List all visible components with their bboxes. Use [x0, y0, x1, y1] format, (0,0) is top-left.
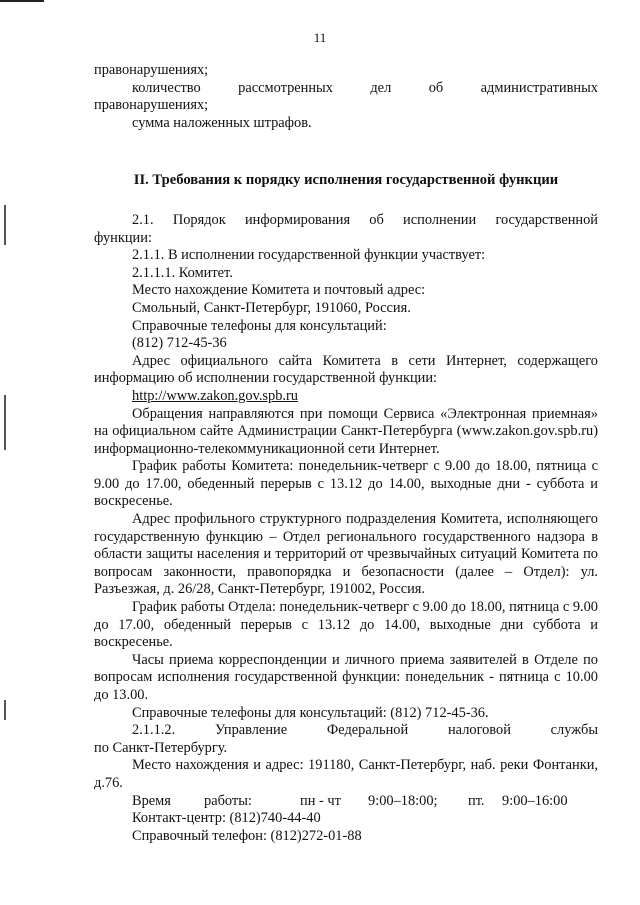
paragraph: Обращения направляются при помощи Сервиса «Электронная приемная» на официальном сайте Администрации Санкт-Петербурга (www.zakon.gov.spb.ru) информационно-телекоммуникационной сети Интернет.: [94, 405, 598, 457]
paragraph: 2.1.1.1. Комитет.: [132, 264, 233, 281]
scan-edge-mark: [4, 395, 6, 450]
page-number: 11: [313, 30, 327, 45]
text-line: сумма наложенных штрафов.: [132, 114, 312, 131]
paragraph: Место нахождения и адрес: 191180, Санкт-Петербург, наб. реки Фонтанки, д.76.: [94, 757, 598, 791]
hours-days: пт.: [468, 792, 485, 809]
section-heading: II. Требования к порядку исполнения государственной функции: [133, 172, 559, 189]
paragraph: Контакт-центр: (812)740-44-40: [132, 810, 321, 827]
paragraph: 2.1. Порядок информирования об исполнении государственной: [132, 211, 598, 228]
paragraph: (812) 712-45-36: [132, 335, 227, 352]
paragraph: функции:: [94, 229, 152, 246]
text-line: правонарушениях;: [94, 62, 209, 78]
hours-label: работы:: [204, 792, 252, 809]
paragraph: 2.1.1. В исполнении государственной функции участвует:: [132, 247, 486, 264]
paragraph: Адрес профильного структурного подразделения Комитета, исполняющего государственную функцию – Отдел регионального государственного надзора в области защиты населения и территорий от чрезвычайных ситуаций Комитета по вопросам законности, правопорядка и безопасности (далее – Отдел): ул. Разъезжая, д. 26/28, Санкт-Петербург, 191002, Россия.: [94, 511, 598, 598]
paragraph: Адрес официального сайта Комитета в сети Интернет, содержащего информацию об исполнении государственной функции:: [94, 352, 598, 387]
hours-time: 9:00–16:00: [502, 792, 568, 809]
text-line: количество рассмотренных дел об административных: [132, 79, 598, 96]
paragraph: 2.1.1.2. Управление Федеральной налоговой службы: [132, 722, 598, 739]
website-link[interactable]: http://www.zakon.gov.spb.ru: [132, 387, 299, 404]
hours-row: [94, 793, 598, 811]
paragraph: Справочные телефоны для консультаций: (812) 712-45-36.: [132, 704, 489, 721]
paragraph: Справочный телефон: (812)272-01-88: [132, 827, 362, 844]
paragraph: [94, 388, 598, 406]
scan-corner-mark: [0, 0, 44, 2]
hours-time: 9:00–18:00;: [368, 792, 438, 809]
paragraph: График работы Комитета: понедельник-четверг с 9.00 до 18.00, пятница с 9.00 до 17.00, обеденный перерыв с 13.12 до 14.00, выходные дни - суббота и воскресенье.: [94, 458, 598, 510]
scan-edge-mark: [4, 700, 6, 720]
hours-label: Время: [132, 792, 171, 809]
paragraph: Справочные телефоны для консультаций:: [132, 317, 387, 334]
paragraph: Смольный, Санкт-Петербург, 191060, Россия.: [132, 299, 411, 316]
hours-days: пн - чт: [300, 792, 341, 809]
document-body: [94, 62, 598, 845]
paragraph: Часы приема корреспонденции и личного приема заявителей в Отделе по вопросам исполнения государственной функции: понедельник - пятница с 10.00 до 13.00.: [94, 651, 598, 703]
paragraph: Место нахождение Комитета и почтовый адрес:: [132, 282, 426, 299]
paragraph: График работы Отдела: понедельник-четверг с 9.00 до 18.00, пятница с 9.00 до 17.00, обеденный перерыв с 13.12 до 14.00, выходные дни суббота и воскресенье.: [94, 599, 598, 651]
scan-edge-mark: [4, 205, 6, 245]
text-line: правонарушениях;: [94, 97, 209, 114]
paragraph: по Санкт-Петербургу.: [94, 739, 228, 756]
